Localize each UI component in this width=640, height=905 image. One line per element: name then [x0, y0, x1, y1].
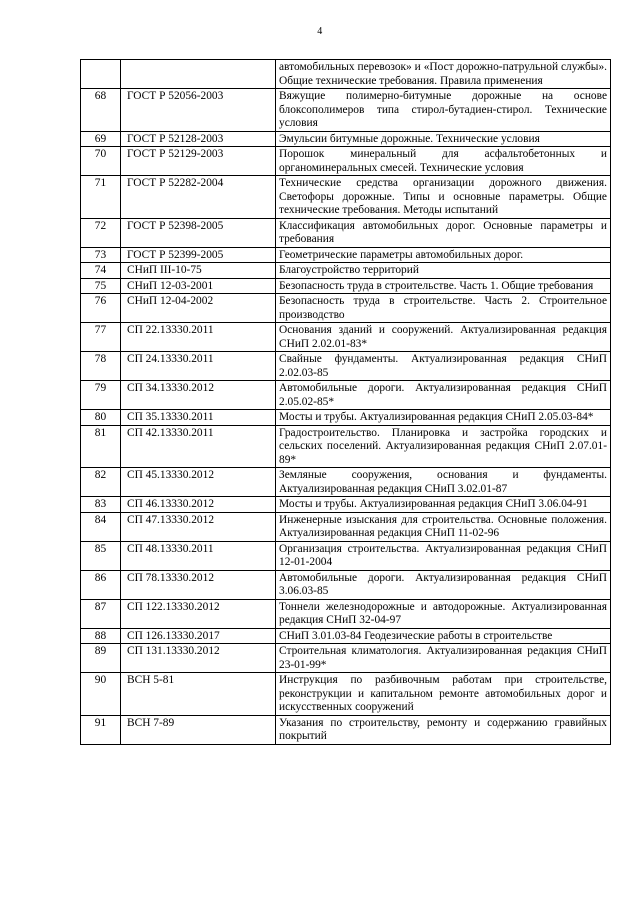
standard-code-cell: СП 42.13330.2011	[121, 425, 276, 468]
row-number-cell: 82	[81, 468, 121, 497]
table-row	[81, 147, 611, 176]
row-number-cell: 83	[81, 497, 121, 513]
standards-table-body	[81, 60, 611, 745]
row-number-cell: 72	[81, 218, 121, 247]
table-row	[81, 381, 611, 410]
standard-code-cell: СП 48.13330.2011	[121, 541, 276, 570]
table-row	[81, 247, 611, 263]
standard-title-cell: Земляные сооружения, основания и фундаменты. Актуализированная редакция СНиП 3.02.01-87	[276, 468, 611, 497]
standard-title-cell: Порошок минеральный для асфальтобетонных и органоминеральных смесей. Технические условия	[276, 147, 611, 176]
table-row	[81, 570, 611, 599]
standard-title-cell: Вяжущие полимерно-битумные дорожные на основе блоксополимеров типа стирол-бутадиен-стирол. Технические условия	[276, 89, 611, 132]
standard-title-cell: Инженерные изыскания для строительства. Основные положения. Актуализированная редакция СНиП 11-02-96	[276, 512, 611, 541]
standards-table	[80, 59, 611, 745]
standard-title-cell: Геометрические параметры автомобильных дорог.	[276, 247, 611, 263]
standard-code-cell: СП 122.13330.2012	[121, 599, 276, 628]
row-number-cell: 81	[81, 425, 121, 468]
standard-code-cell: ГОСТ Р 52282-2004	[121, 176, 276, 219]
table-row	[81, 89, 611, 132]
standard-code-cell	[121, 60, 276, 89]
standard-code-cell: СП 78.13330.2012	[121, 570, 276, 599]
standard-code-cell: ГОСТ Р 52129-2003	[121, 147, 276, 176]
row-number-cell: 75	[81, 278, 121, 294]
row-number-cell: 87	[81, 599, 121, 628]
standard-code-cell: СП 45.13330.2012	[121, 468, 276, 497]
standard-title-cell: Строительная климатология. Актуализированная редакция СНиП 23-01-99*	[276, 644, 611, 673]
row-number-cell: 90	[81, 673, 121, 716]
table-row	[81, 644, 611, 673]
standard-title-cell: Безопасность труда в строительстве. Часть 1. Общие требования	[276, 278, 611, 294]
standard-code-cell: ВСН 7-89	[121, 715, 276, 744]
table-row	[81, 512, 611, 541]
page-number: 4	[317, 26, 323, 37]
row-number-cell: 68	[81, 89, 121, 132]
standard-code-cell: СП 35.13330.2011	[121, 410, 276, 426]
row-number-cell	[81, 60, 121, 89]
standard-code-cell: ГОСТ Р 52399-2005	[121, 247, 276, 263]
table-row	[81, 497, 611, 513]
standard-title-cell: Градостроительство. Планировка и застройка городских и сельских поселений. Актуализированная редакция СНиП 2.07.01-89*	[276, 425, 611, 468]
standard-title-cell: Эмульсии битумные дорожные. Технические условия	[276, 131, 611, 147]
standard-code-cell: ГОСТ Р 52056-2003	[121, 89, 276, 132]
row-number-cell: 76	[81, 294, 121, 323]
table-row	[81, 541, 611, 570]
row-number-cell: 88	[81, 628, 121, 644]
table-row	[81, 131, 611, 147]
standard-title-cell: Благоустройство территорий	[276, 263, 611, 279]
table-row	[81, 599, 611, 628]
standard-title-cell: Технические средства организации дорожного движения. Светофоры дорожные. Типы и основные параметры. Общие технические требования. Методы испытаний	[276, 176, 611, 219]
table-row	[81, 352, 611, 381]
standard-code-cell: СП 22.13330.2011	[121, 323, 276, 352]
standard-code-cell: СП 46.13330.2012	[121, 497, 276, 513]
row-number-cell: 80	[81, 410, 121, 426]
table-row	[81, 60, 611, 89]
standard-code-cell: ВСН 5-81	[121, 673, 276, 716]
standard-code-cell: СНиП 12-04-2002	[121, 294, 276, 323]
standard-code-cell: ГОСТ Р 52398-2005	[121, 218, 276, 247]
standard-code-cell: СНиП 12-03-2001	[121, 278, 276, 294]
standard-title-cell: Классификация автомобильных дорог. Основные параметры и требования	[276, 218, 611, 247]
standard-code-cell: СП 126.13330.2017	[121, 628, 276, 644]
row-number-cell: 85	[81, 541, 121, 570]
standard-code-cell: СП 47.13330.2012	[121, 512, 276, 541]
row-number-cell: 77	[81, 323, 121, 352]
table-row	[81, 263, 611, 279]
standard-title-cell: Мосты и трубы. Актуализированная редакция СНиП 3.06.04-91	[276, 497, 611, 513]
row-number-cell: 71	[81, 176, 121, 219]
row-number-cell: 86	[81, 570, 121, 599]
row-number-cell: 79	[81, 381, 121, 410]
table-row	[81, 628, 611, 644]
table-row	[81, 278, 611, 294]
standard-code-cell: СП 24.13330.2011	[121, 352, 276, 381]
standard-title-cell: Безопасность труда в строительстве. Часть 2. Строительное производство	[276, 294, 611, 323]
standard-code-cell: СП 34.13330.2012	[121, 381, 276, 410]
standard-title-cell: Указания по строительству, ремонту и содержанию гравийных покрытий	[276, 715, 611, 744]
row-number-cell: 91	[81, 715, 121, 744]
standard-title-cell: Тоннели железнодорожные и автодорожные. Актуализированная редакция СНиП 32-04-97	[276, 599, 611, 628]
standard-code-cell: СНиП III-10-75	[121, 263, 276, 279]
table-row	[81, 218, 611, 247]
row-number-cell: 69	[81, 131, 121, 147]
standard-title-cell: Автомобильные дороги. Актуализированная редакция СНиП 3.06.03-85	[276, 570, 611, 599]
table-row	[81, 176, 611, 219]
standard-title-cell: Мосты и трубы. Актуализированная редакция СНиП 2.05.03-84*	[276, 410, 611, 426]
row-number-cell: 70	[81, 147, 121, 176]
table-row	[81, 425, 611, 468]
table-row	[81, 410, 611, 426]
row-number-cell: 89	[81, 644, 121, 673]
table-row	[81, 715, 611, 744]
standard-title-cell: Свайные фундаменты. Актуализированная редакция СНиП 2.02.03-85	[276, 352, 611, 381]
standard-title-cell: Автомобильные дороги. Актуализированная редакция СНиП 2.05.02-85*	[276, 381, 611, 410]
row-number-cell: 84	[81, 512, 121, 541]
row-number-cell: 73	[81, 247, 121, 263]
standard-title-cell: автомобильных перевозок» и «Пост дорожно-патрульной службы». Общие технические требования. Правила применения	[276, 60, 611, 89]
table-row	[81, 323, 611, 352]
row-number-cell: 74	[81, 263, 121, 279]
standard-code-cell: СП 131.13330.2012	[121, 644, 276, 673]
standard-title-cell: Организация строительства. Актуализированная редакция СНиП 12-01-2004	[276, 541, 611, 570]
row-number-cell: 78	[81, 352, 121, 381]
standard-title-cell: Основания зданий и сооружений. Актуализированная редакция СНиП 2.02.01-83*	[276, 323, 611, 352]
standard-code-cell: ГОСТ Р 52128-2003	[121, 131, 276, 147]
standard-title-cell: Инструкция по разбивочным работам при строительстве, реконструкции и капитальном ремонте автомобильных дорог и искусственных сооружений	[276, 673, 611, 716]
table-row	[81, 673, 611, 716]
table-row	[81, 294, 611, 323]
table-row	[81, 468, 611, 497]
standard-title-cell: СНиП 3.01.03-84 Геодезические работы в строительстве	[276, 628, 611, 644]
